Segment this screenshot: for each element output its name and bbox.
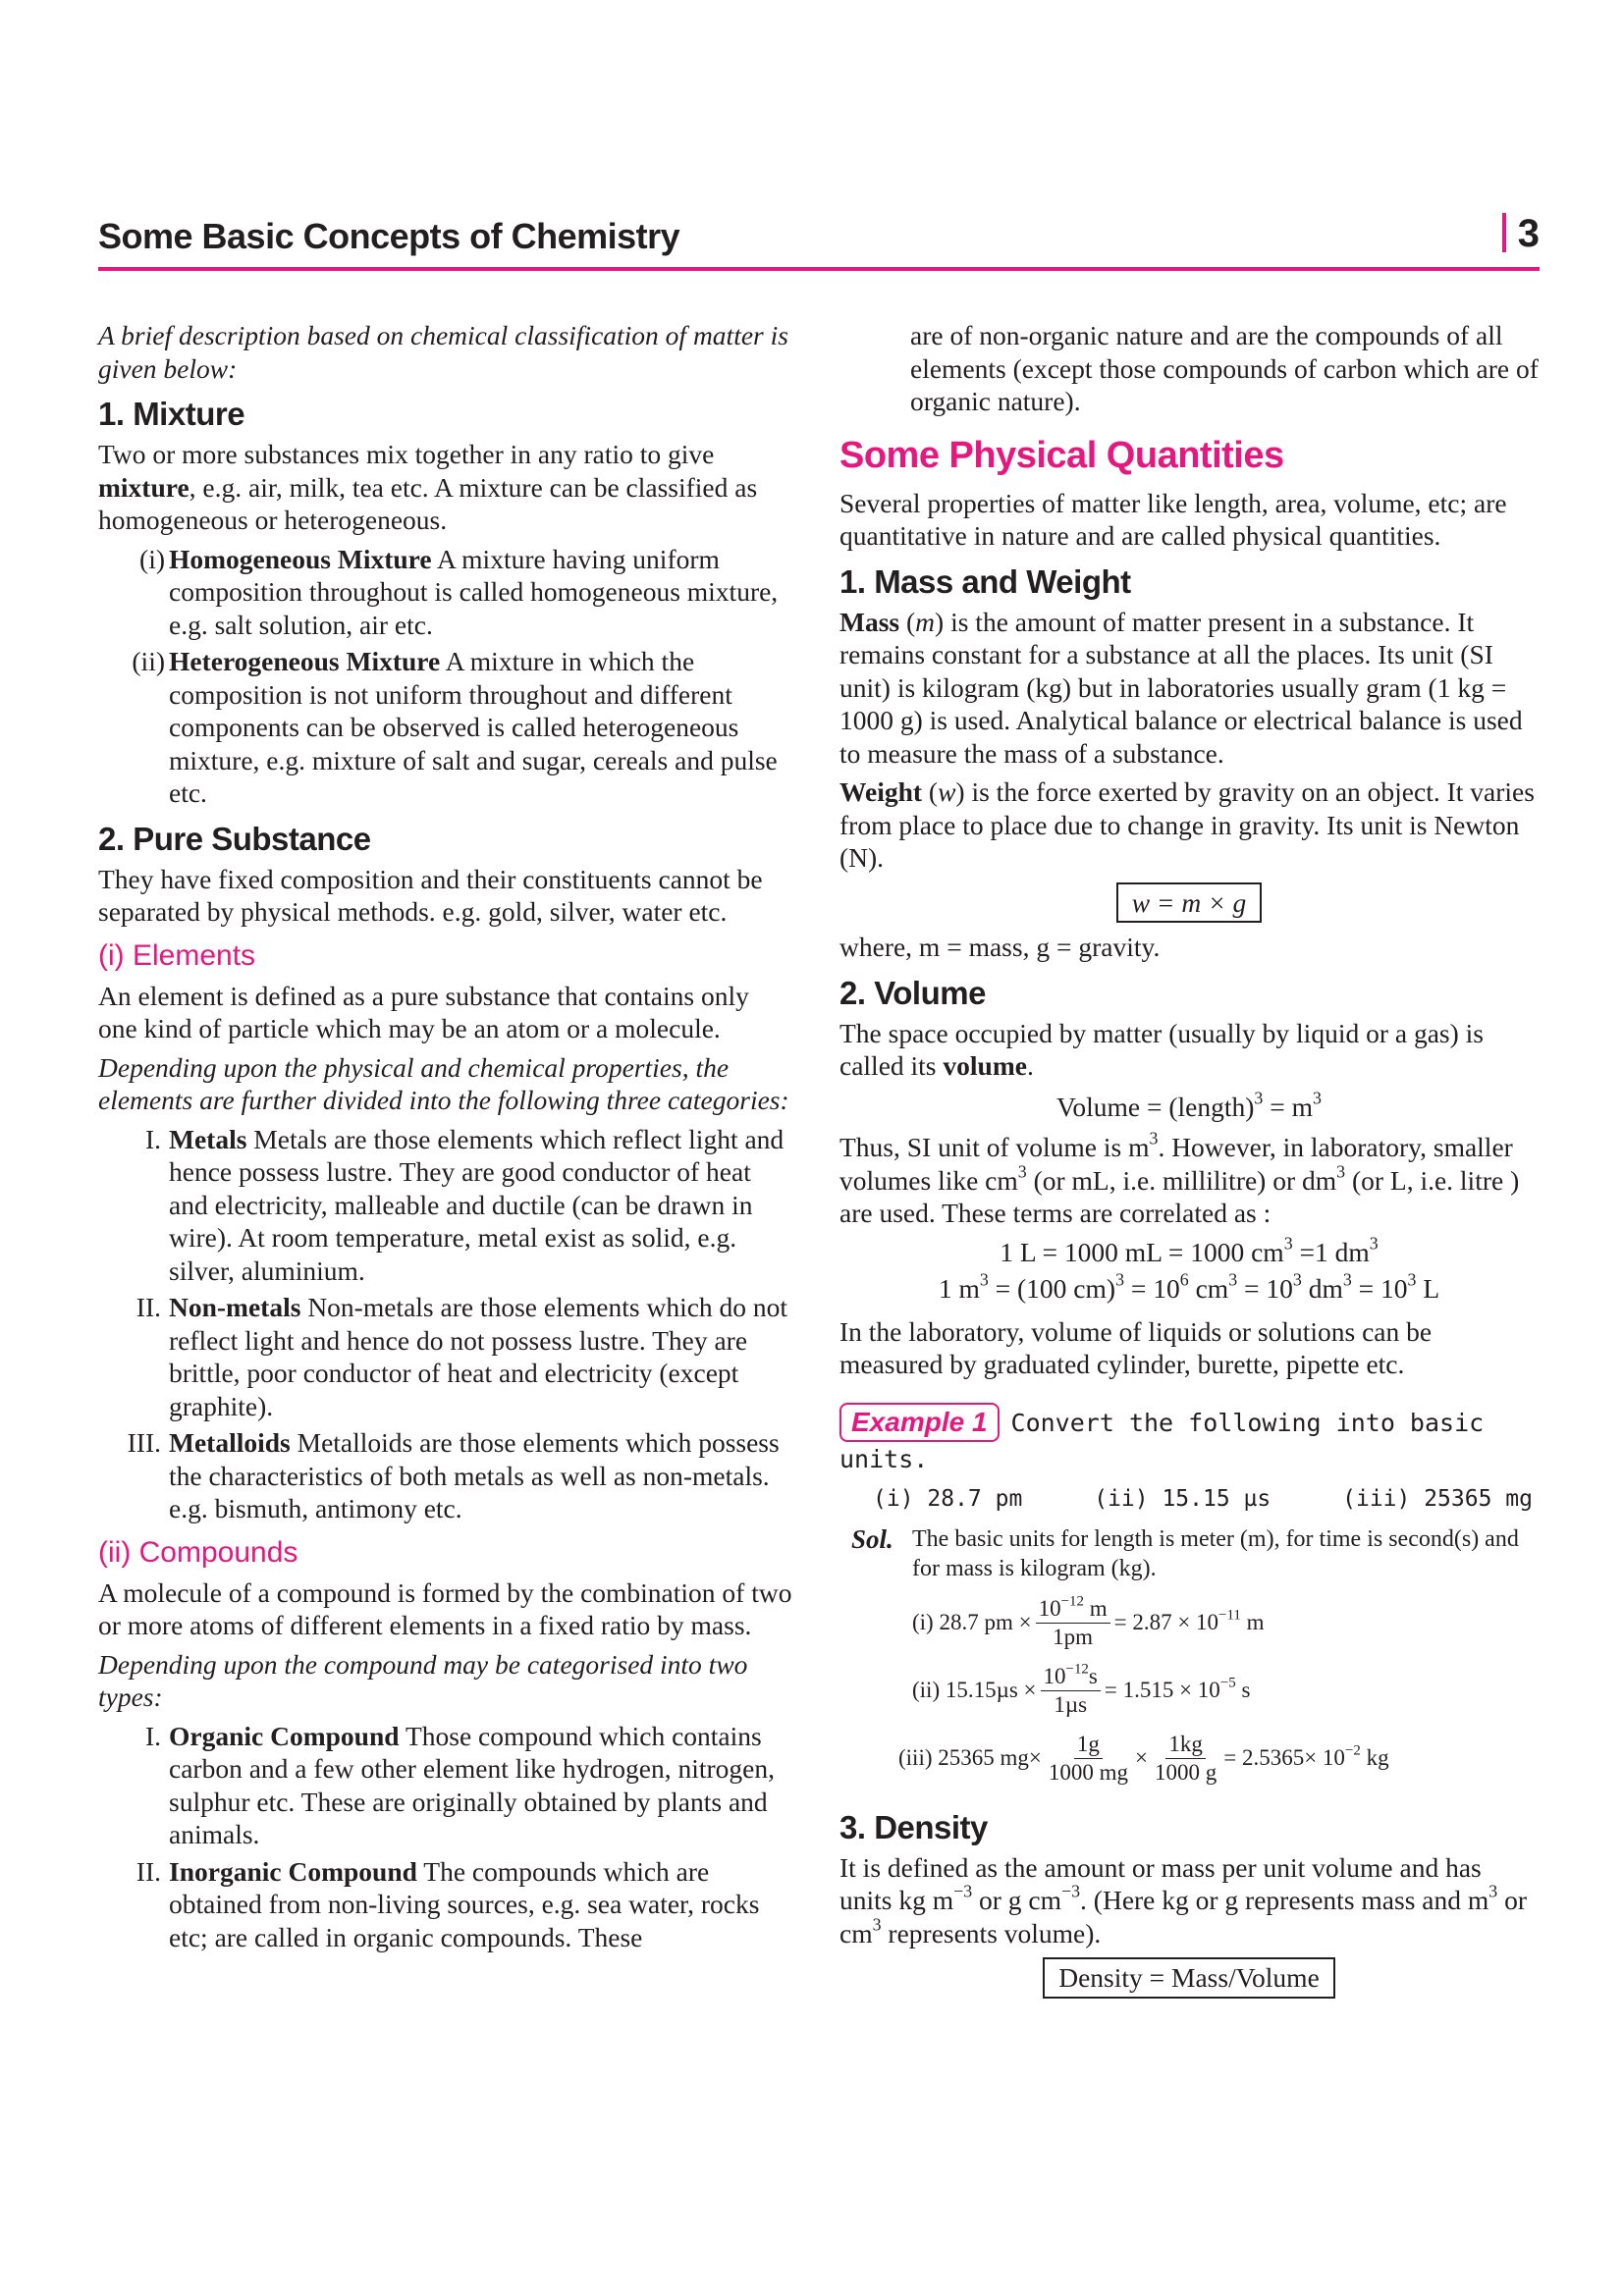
weight-formula: w = m × g [1116,882,1263,924]
example-part: (iii) 25365 mg [1342,1486,1533,1512]
list-item: I. Metals Metals are those elements which reflect light and hence possess lustre. They are good conductor of heat and electricity, malleable and ductile (can be drawn in wire). At room temperature, metal exist as solid, e.g. silver, aluminium. [144,1123,784,1286]
header-rule [98,267,1540,271]
pure-substance-heading: 2. Pure Substance [98,820,371,857]
compounds-heading: (ii) Compounds [98,1535,298,1569]
fraction: $\frac{10^{-12} m}{1pm}$ [1036,1595,1110,1651]
solution-label: Sol. [851,1523,893,1554]
list-item: I. Organic Compound Those compound which contains carbon and a few other element like hydrogen, nitrogen, sulphur etc. These are originally obtained by plants and animals. [144,1720,775,1849]
formula-legend: where, m = mass, g = gravity. [839,932,1161,962]
volume-heading: 2. Volume [839,974,986,1011]
page-header [98,208,1540,271]
running-title: Some Basic Concepts of Chemistry [98,216,680,256]
left-column [98,319,793,1957]
density-heading: 3. Density [839,1808,988,1845]
physical-quantities-heading: Some Physical Quantities [839,434,1284,476]
example-part: (i) 28.7 pm [873,1486,1023,1512]
list-item: II. Inorganic Compound The compounds which are obtained from non-living sources, e.g. sea water, rocks etc; are called in organic compounds. These [135,1855,760,1952]
weight-paragraph: Weight (w) is the force exerted by gravity on an object. It varies from place to place due to change in gravity. Its unit is Newton (N). [839,776,1535,873]
pure-substance-paragraph: They have fixed composition and their constituents cannot be separated by physical methods. e.g. gold, silver, water etc. [98,863,763,927]
density-formula-row [839,1957,1539,1999]
volume-equation: 1 L = 1000 mL = 1000 $cm^3 =1$ $dm^3$ [1000,1233,1379,1267]
fraction: $\frac{1g}{1000 mg}$ [1048,1731,1128,1785]
calculation-row: (ii) 15.15µs × $\frac{10^{-12}s}{\text{1µs}}$ = $1.515 \times 10^{-5}$ s [912,1661,1251,1717]
right-column [839,319,1539,2006]
list-item: II. Non-metals Non-metals are those elements which do not reflect light and hence do not possess lustre. They are brittle, poor conductor of heat and electricity (except graphite). [135,1292,788,1421]
density-formula: Density = Mass/Volume [1043,1957,1335,1999]
fraction: $\frac{1kg}{1000 g}$ [1154,1731,1217,1785]
intro-text: A brief description based on chemical classification of matter is given below: [98,320,788,384]
example-badge: Example 1 [839,1403,1000,1442]
list-item: (i) Homogeneous Mixture A mixture having uniform composition throughout is called homogeneous mixture, e.g. salt solution, air etc. [139,543,779,640]
compounds-paragraph: A molecule of a compound is formed by the combination of two or more atoms of different elements in a fixed ratio by mass. [98,1576,792,1640]
continuation-text: are of non-organic nature and are the compounds of all elements (except those compounds of carbon which are of organic nature). [910,320,1539,416]
list-item: (ii) Heterogeneous Mixture A mixture in which the composition is not uniform throughout and different components can be observed is called heterogeneous mixture, e.g. mixture of salt and sugar, cereals and pulse etc. [132,646,778,808]
fraction: $\frac{10^{-12}s}{\text{1µs}}$ [1041,1663,1101,1719]
list-item: III. Metalloids Metalloids are those elements which possess the characteristics of both metals as well as non-metals. e.g. bismuth, antimony etc. [127,1427,780,1523]
calculation-row: (iii) 25365 mg× $\frac{1g}{1000 mg}$ × $\frac{1kg}{1000 g}$ = $2.5365\times 10^{-2}$ kg [898,1731,1389,1785]
mixture-paragraph: Two or more substances mix together in any ratio to give mixture, e.g. air, milk, tea etc. A mixture can be classified as homogeneous or heterogeneous. [98,439,758,535]
calculation-row: (i) 28.7 pm × $\frac{10^{-12} m}{1pm}$ = $2.87 \times 10^{-11}$ m [912,1593,1265,1649]
volume-measure-paragraph: In the laboratory, volume of liquids or solutions can be measured by graduated cylinder, burette, pipette etc. [839,1315,1433,1379]
page-number-value: 3 [1517,212,1540,255]
page-number [1502,212,1540,256]
example-question-row [839,1403,1539,1476]
solution [839,1524,1539,1583]
elements-intro: Depending upon the physical and chemical properties, the elements are further divided into the following three categories: [98,1051,789,1115]
example-part: (ii) 15.15 µs [1094,1486,1271,1512]
example-parts [839,1483,1539,1517]
volume-equation: 1 $m^3 = (100$ $cm)^3 = 10^6$ $cm^3 = 10^3$ $dm^3 = 10^3$ L [938,1269,1440,1304]
elements-heading: (i) Elements [98,938,256,972]
mass-weight-heading: 1. Mass and Weight [839,562,1131,600]
mixture-heading: 1. Mixture [98,396,245,432]
page-number-divider [1502,213,1506,252]
mass-paragraph: Mass (m) is the amount of matter present in a substance. It remains constant for a substance at all the places. Its unit (SI unit) is kilogram (kg) but in laboratories usually gram (1 kg = 1000 g) is used. Analytical balance or electrical balance is used to measure the mass of a substance. [839,606,1523,769]
solution-text: The basic units for length is meter (m), for time is second(s) and for mass is kilogram (kg). [912,1525,1519,1581]
example-block [839,1403,1539,1787]
volume-equation: Volume = (length)$^3$ = $m^3$ [1056,1088,1322,1122]
example-question: Convert the following into basic units. [839,1408,1485,1473]
volume-paragraph: The space occupied by matter (usually by liquid or a gas) is called its volume. [839,1017,1484,1081]
compounds-intro: Depending upon the compound may be categorised into two types: [98,1648,748,1712]
elements-paragraph: An element is defined as a pure substance that contains only one kind of particle which may be an atom or a molecule. [98,980,749,1043]
physical-quantities-paragraph: Several properties of matter like length, area, volume, etc; are quantitative in nature and are called physical quantities. [839,487,1507,551]
volume-units-paragraph: Thus, SI unit of volume is $m^3$. However, in laboratory, smaller volumes like $cm^3$ (or mL, i.e. millilitre) or $dm^3$ (or L, i.e. litre ) are used. These terms are correlated as : [839,1128,1520,1228]
density-paragraph: It is defined as the amount or mass per unit volume and has units kg $m^{-3}$ or g $cm^{-3}$. (Here kg or g represents mass and $m^3$ or $cm^3$ represents volume). [839,1851,1527,1949]
weight-formula-row [839,882,1539,924]
